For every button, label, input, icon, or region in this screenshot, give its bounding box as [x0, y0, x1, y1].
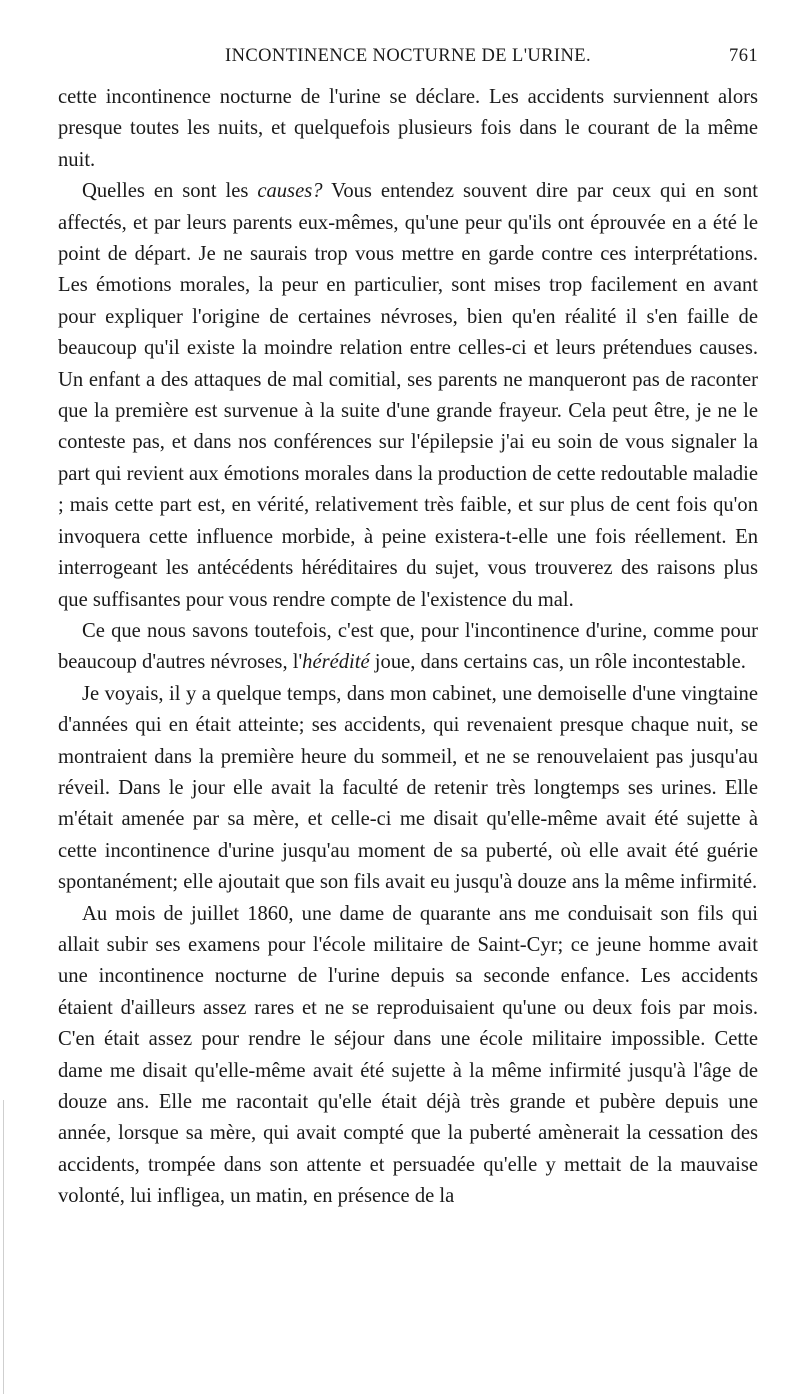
paragraph-text: Quelles en sont les [82, 180, 258, 203]
paragraph-continuation [58, 82, 758, 176]
binding-margin-line [3, 1100, 4, 1394]
paragraph-text: Au mois de juillet 1860, une dame de quarante ans me conduisait son fils qui allait subir ses examens pour l'école militaire de Saint-Cyr; ce jeune homme avait une incontinence nocturne de l'urine depuis sa seconde enfance. Les accidents étaient d'ailleurs assez rares et ne se reproduisaient qu'une ou deux fois par mois. C'en était assez pour rendre le séjour dans une école militaire impossible. Cette dame me disait qu'elle-même avait été sujette à la même infirmité jusqu'à l'âge de douze ans. Elle me racontait qu'elle était déjà très grande et pubère depuis une année, lorsque sa mère, qui avait compté que la puberté amènerait la cessation des accidents, trompée dans son attente et persuadée qu'elle y mettait de la mauvaise volonté, lui infligea, un matin, en présence de la [58, 902, 758, 1208]
paragraph-text: Vous entendez souvent dire par ceux qui en sont affectés, et par leurs parents eux-mêmes, qu'une peur qu'ils ont éprouvée en a été le point de départ. Je ne saurais trop vous mettre en garde contre ces interprétations. Les émotions morales, la peur en particulier, sont mises trop facilement en avant pour expliquer l'origine de certaines névroses, bien qu'en réalité il s'en faille de beaucoup qu'il existe la moindre relation entre celles-ci et leurs prétendues causes. Un enfant a des attaques de mal comitial, ses parents ne manqueront pas de raconter que la première est survenue à la suite d'une grande frayeur. Cela peut être, je ne le conteste pas, et dans nos conférences sur l'épilepsie j'ai eu soin de vous signaler la part qui revient aux émotions morales dans la production de cette redoutable maladie ; mais cette part est, en vérité, relativement très faible, et sur plus de cent fois qu'on invoquera cette influence morbide, à peine existera-t-elle une fois réellement. En interrogeant les antécédents héréditaires du sujet, vous trouverez des raisons plus que suffisantes pour vous rendre compte de l'existence du mal. [58, 180, 758, 611]
running-title: INCONTINENCE NOCTURNE DE L'URINE. [225, 46, 591, 66]
paragraph-text: Ce que nous savons toutefois, c'est que, pour l'incontinence d'urine, comme pour beaucoup d'autres névroses, l' [58, 619, 758, 674]
italic-term: causes? [257, 180, 323, 203]
paragraph-text: cette incontinence nocturne de l'urine se déclare. Les accidents surviennent alors presque toutes les nuits, et quelquefois plusieurs fois dans le courant de la même nuit. [58, 86, 758, 171]
page-number: 761 [729, 46, 758, 66]
paragraph-text: Je voyais, il y a quelque temps, dans mon cabinet, une demoiselle d'une vingtaine d'années qui en était atteinte; ses accidents, qui revenaient presque chaque nuit, se montraient dans la première heure du sommeil, et ne se renouvelaient pas jusqu'au réveil. Dans le jour elle avait la faculté de retenir très longtemps ses urines. Elle m'était amenée par sa mère, et celle-ci me disait qu'elle-même avait été sujette à cette incontinence d'urine jusqu'au moment de sa puberté, où elle avait été guérie spontanément; elle ajoutait que son fils avait eu jusqu'à douze ans la même infirmité. [58, 682, 758, 894]
running-header [58, 46, 758, 82]
paragraph-text: joue, dans certains cas, un rôle incontestable. [369, 651, 746, 674]
paragraph-heredite [58, 616, 758, 679]
paragraph-causes [58, 176, 758, 616]
paragraph-case-demoiselle [58, 679, 758, 899]
body-text [58, 82, 758, 1213]
book-page [58, 46, 758, 1213]
paragraph-case-saint-cyr [58, 899, 758, 1213]
italic-term: hérédité [302, 651, 370, 674]
